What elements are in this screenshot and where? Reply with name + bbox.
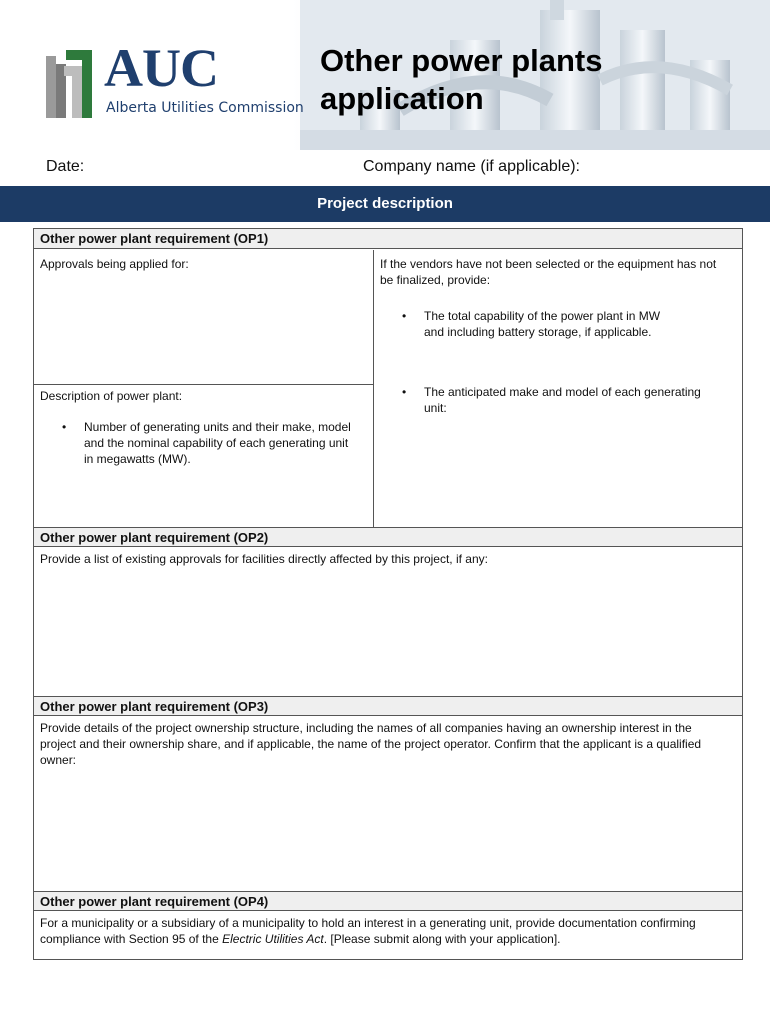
op3-line-3: owner:: [40, 753, 77, 767]
act-name: Electric Utilities Act: [222, 932, 324, 946]
op4-heading: Other power plant requirement (OP4): [34, 891, 742, 911]
description-bullet-line-3: in megawatts (MW).: [84, 452, 191, 466]
vendors-line-2: be finalized, provide:: [380, 273, 491, 287]
model-bullet: [402, 384, 740, 420]
title-line-1: Other power plants: [320, 43, 603, 78]
logo-text: AUC: [104, 38, 218, 98]
model-bullet-line-1: The anticipated make and model of each generating: [424, 385, 701, 399]
approvals-field[interactable]: [34, 253, 373, 383]
ownership-field[interactable]: [34, 717, 742, 892]
capability-bullet-line-2: and including battery storage, if applicable.: [424, 325, 652, 339]
logo-mark-icon: [42, 46, 100, 120]
op4-line-2-post: . [Please submit along with your application].: [323, 932, 561, 946]
section-title-bar: Project description: [0, 186, 770, 222]
capability-bullet: [402, 308, 740, 344]
op1-heading: Other power plant requirement (OP1): [34, 229, 742, 249]
description-bullet-line-2: and the nominal capability of each generating unit: [84, 436, 349, 450]
op2-instructions: Provide a list of existing approvals for facilities directly affected by this project, if any:: [40, 552, 488, 566]
op3-line-2: project and their ownership share, and if applicable, the name of the project operator. Confirm that the applicant is a qualified: [40, 737, 702, 751]
title-line-2: application: [320, 81, 484, 116]
application-form: [33, 228, 743, 960]
description-bullet-line-1: Number of generating units and their make, model: [84, 420, 351, 434]
op4-line-2-pre: compliance with Section 95 of the: [40, 932, 223, 946]
auc-logo: [42, 38, 304, 124]
description-bullet: [62, 419, 372, 469]
vendors-line-1: If the vendors have not been selected or the equipment has not: [380, 257, 717, 271]
op3-heading: Other power plant requirement (OP3): [34, 696, 742, 716]
op4-line-2: [40, 931, 736, 947]
page-title: [320, 42, 650, 118]
op3-line-1: Provide details of the project ownership structure, including the names of all companies having an ownership interest in the: [40, 721, 692, 735]
op2-heading: Other power plant requirement (OP2): [34, 527, 742, 547]
logo-subtitle: Alberta Utilities Commission: [106, 100, 304, 116]
approvals-label: Approvals being applied for:: [40, 257, 189, 271]
date-label: Date:: [46, 158, 85, 175]
municipality-field[interactable]: [34, 912, 742, 958]
capability-bullet-line-1: The total capability of the power plant in MW: [424, 309, 661, 323]
model-bullet-line-2: unit:: [424, 401, 447, 415]
bullet-icon: •: [402, 309, 407, 323]
bullet-icon: •: [402, 385, 407, 399]
op4-line-1: For a municipality or a subsidiary of a municipality to hold an interest in a generating unit, provide documentation confirming: [40, 916, 696, 930]
header-banner: [0, 0, 770, 150]
bullet-icon: •: [62, 420, 67, 434]
existing-approvals-field[interactable]: [34, 548, 742, 696]
company-name-label: Company name (if applicable):: [363, 158, 580, 175]
description-label: Description of power plant:: [40, 389, 183, 403]
